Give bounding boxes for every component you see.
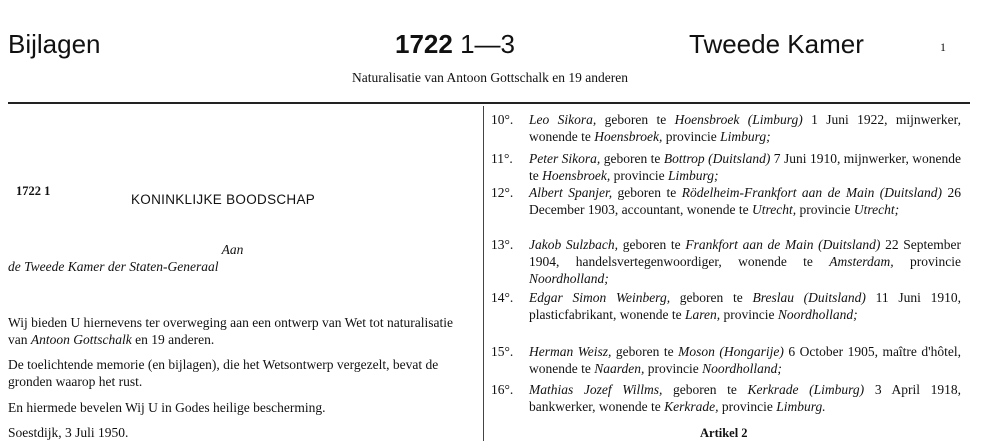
- list-item-text: 26 December 1903, accountant, wonende te: [529, 185, 961, 217]
- list-item-birthplace: Breslau (Duitsland): [752, 290, 866, 305]
- page-number: 1: [940, 40, 946, 54]
- header-bijlagen: Bijlagen: [8, 29, 101, 59]
- list-item-birthplace: Kerkrade (Limburg): [747, 382, 865, 397]
- paragraph-1-text-a: Wij bieden U hiernevens ter overweging aan een ontwerp van Wet tot naturalisatie van: [8, 315, 453, 347]
- list-item-birthplace: Frankfort aan de Main (Duitsland): [685, 237, 881, 252]
- list-item-residence: Hoensbroek,: [542, 168, 611, 183]
- list-item-birthplace: Moson (Hongarije): [678, 344, 784, 359]
- list-item-birthplace: Bottrop (Duitsland): [663, 151, 771, 166]
- list-item-text: 11 Juni 1910, plasticfabrikant, wonende te: [529, 290, 961, 322]
- list-item-text: geboren te: [662, 382, 748, 397]
- list-item: [491, 381, 961, 415]
- list-item-province: Noordholland;: [702, 361, 782, 376]
- list-item: [491, 111, 961, 145]
- header-number-suffix: 1—3: [460, 29, 515, 59]
- list-item-province: Limburg.: [776, 399, 826, 414]
- list-item-name: Leo Sikora,: [529, 112, 597, 127]
- place-date: Soestdijk, 3 Juli 1950.: [8, 425, 129, 440]
- list-item-birthplace: Hoensbroek (Limburg): [674, 112, 803, 127]
- list-item-index: 13°.: [491, 237, 514, 252]
- list-item-text: 3 April 1918, bankwerker, wonende te: [529, 382, 961, 414]
- list-item-index: 12°.: [491, 185, 514, 200]
- list-item-text: 22 September 1904, handelsvertegenwoordiger, wonende te: [529, 237, 962, 269]
- list-item: [491, 236, 961, 287]
- list-item-birthplace: Rödelheim-Frankfort aan de Main (Duitsland): [681, 185, 943, 200]
- address-line-2: de Tweede Kamer der Staten-Generaal: [8, 259, 219, 274]
- list-item-text: geboren te: [612, 185, 682, 200]
- list-item-province: Limburg;: [667, 168, 719, 183]
- article-heading: Artikel 2: [700, 426, 748, 440]
- list-item-text: 1 Juni 1922, mijnwerker, wonende te: [529, 112, 961, 144]
- list-item-index: 15°.: [491, 344, 514, 359]
- list-item-text: provincie: [893, 254, 961, 269]
- list-item: [491, 289, 961, 323]
- list-item-name: Albert Spanjer,: [529, 185, 613, 200]
- list-item-text: geboren te: [600, 151, 664, 166]
- document-title: KONINKLIJKE BOODSCHAP: [131, 192, 316, 207]
- list-item-text: geboren te: [596, 112, 675, 127]
- list-item-residence: Kerkrade,: [664, 399, 719, 414]
- paragraph-1-name: Antoon Gottschalk: [30, 332, 132, 347]
- address-line-1: Aan: [221, 242, 244, 257]
- list-item-province: Utrecht;: [853, 202, 900, 217]
- list-item-name: Mathias Jozef Willms,: [529, 382, 663, 397]
- document-number: 1722 1: [16, 184, 51, 198]
- list-item-text: provincie: [644, 361, 703, 376]
- list-item: [491, 184, 961, 218]
- list-item: [491, 343, 961, 377]
- list-item-residence: Laren,: [684, 307, 721, 322]
- header-rule: [8, 102, 970, 104]
- list-item-text: geboren te: [618, 237, 686, 252]
- list-item-residence: Amsterdam,: [829, 254, 894, 269]
- list-item-residence: Naarden,: [594, 361, 645, 376]
- list-item-text: 6 October 1905, maître d'hôtel, wonende te: [529, 344, 961, 376]
- column-divider: [483, 106, 484, 441]
- list-item-name: Peter Sikora,: [529, 151, 601, 166]
- list-item-index: 16°.: [491, 382, 514, 397]
- header-document-number: [395, 28, 515, 60]
- list-item-name: Jakob Sulzbach,: [529, 237, 619, 252]
- list-item-province: Noordholland;: [777, 307, 858, 322]
- list-item-text: provincie: [720, 307, 778, 322]
- list-item-residence: Hoensbroek,: [594, 129, 663, 144]
- list-item-residence: Utrecht,: [752, 202, 797, 217]
- list-item-text: provincie: [796, 202, 854, 217]
- list-item-index: 14°.: [491, 290, 514, 305]
- list-item-text: geboren te: [670, 290, 753, 305]
- list-item-name: Herman Weisz,: [529, 344, 612, 359]
- list-item: [491, 150, 961, 184]
- list-item-index: 11°.: [491, 151, 513, 166]
- list-item-text: provincie: [610, 168, 668, 183]
- list-item-text: provincie: [662, 129, 721, 144]
- header-number: 1722: [395, 29, 453, 59]
- list-item-index: 10°.: [491, 112, 514, 127]
- paragraph-3: En hiermede bevelen Wij U in Godes heilige bescherming.: [8, 400, 326, 415]
- list-item-province: Noordholland;: [529, 271, 609, 286]
- paragraph-2: De toelichtende memorie (en bijlagen), die het Wetsontwerp vergezelt, bevat de gronden waarop het rust.: [8, 357, 439, 389]
- paragraph-1: [8, 314, 472, 348]
- list-item-province: Limburg;: [720, 129, 771, 144]
- list-item-text: geboren te: [611, 344, 679, 359]
- page-subtitle: Naturalisatie van Antoon Gottschalk en 19 anderen: [352, 70, 628, 85]
- list-item-text: provincie: [718, 399, 777, 414]
- header-tweede-kamer: Tweede Kamer: [689, 29, 864, 59]
- list-item-name: Edgar Simon Weinberg,: [529, 290, 671, 305]
- paragraph-1-text-b: en 19 anderen.: [131, 332, 215, 347]
- list-item-text: 7 Juni 1910, mijnwerker, wonende te: [529, 151, 962, 183]
